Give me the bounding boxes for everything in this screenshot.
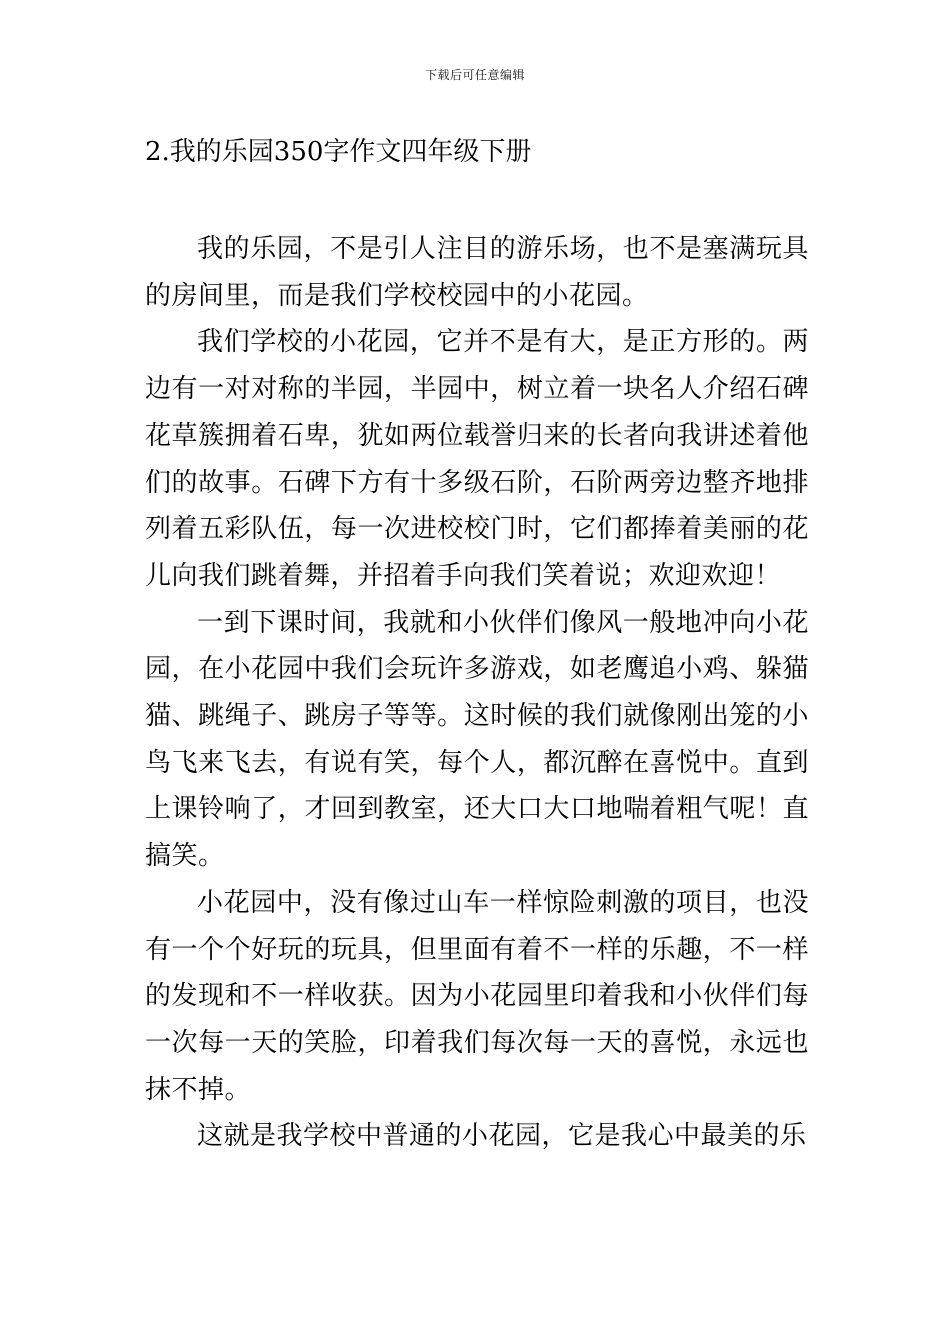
paragraph: 这就是我学校中普通的小花园，它是我心中最美的乐 [197, 1121, 807, 1152]
essay-body [145, 226, 809, 1160]
paragraph: 我们学校的小花园，它并不是有大，是正方形的。两边有一对对称的半园，半园中，树立着一块名人介绍石碑花草簇拥着石卑，犹如两位载誉归来的长者向我讲述着他们的故事。石碑下方有十多级石阶，石阶两旁边整齐地排列着五彩队伍，每一次进校校门时，它们都捧着美丽的花儿向我们跳着舞，并招着手向我们笑着说；欢迎欢迎！ [145, 327, 809, 591]
header-note: 下载后可任意编辑 [424, 68, 525, 82]
paragraph: 我的乐园，不是引人注目的游乐场，也不是塞满玩具的房间里，而是我们学校校园中的小花园。 [145, 234, 809, 311]
essay-title: 2.我的乐园350字作文四年级下册 [145, 137, 532, 167]
paragraph: 小花园中，没有像过山车一样惊险刺激的项目，也没有一个个好玩的玩具，但里面有着不一样的乐趣，不一样的发现和不一样收获。因为小花园里印着我和小伙伴们每一次每一天的笑脸，印着我们每次每一天的喜悦，永远也抹不掉。 [145, 887, 809, 1105]
paragraph: 一到下课时间，我就和小伙伴们像风一般地冲向小花园，在小花园中我们会玩许多游戏，如老鹰追小鸡、躲猫猫、跳绳子、跳房子等等。这时候的我们就像刚出笼的小鸟飞来飞去，有说有笑，每个人，都沉醉在喜悦中。直到上课铃响了，才回到教室，还大口大口地喘着粗气呢！直搞笑。 [145, 607, 809, 872]
